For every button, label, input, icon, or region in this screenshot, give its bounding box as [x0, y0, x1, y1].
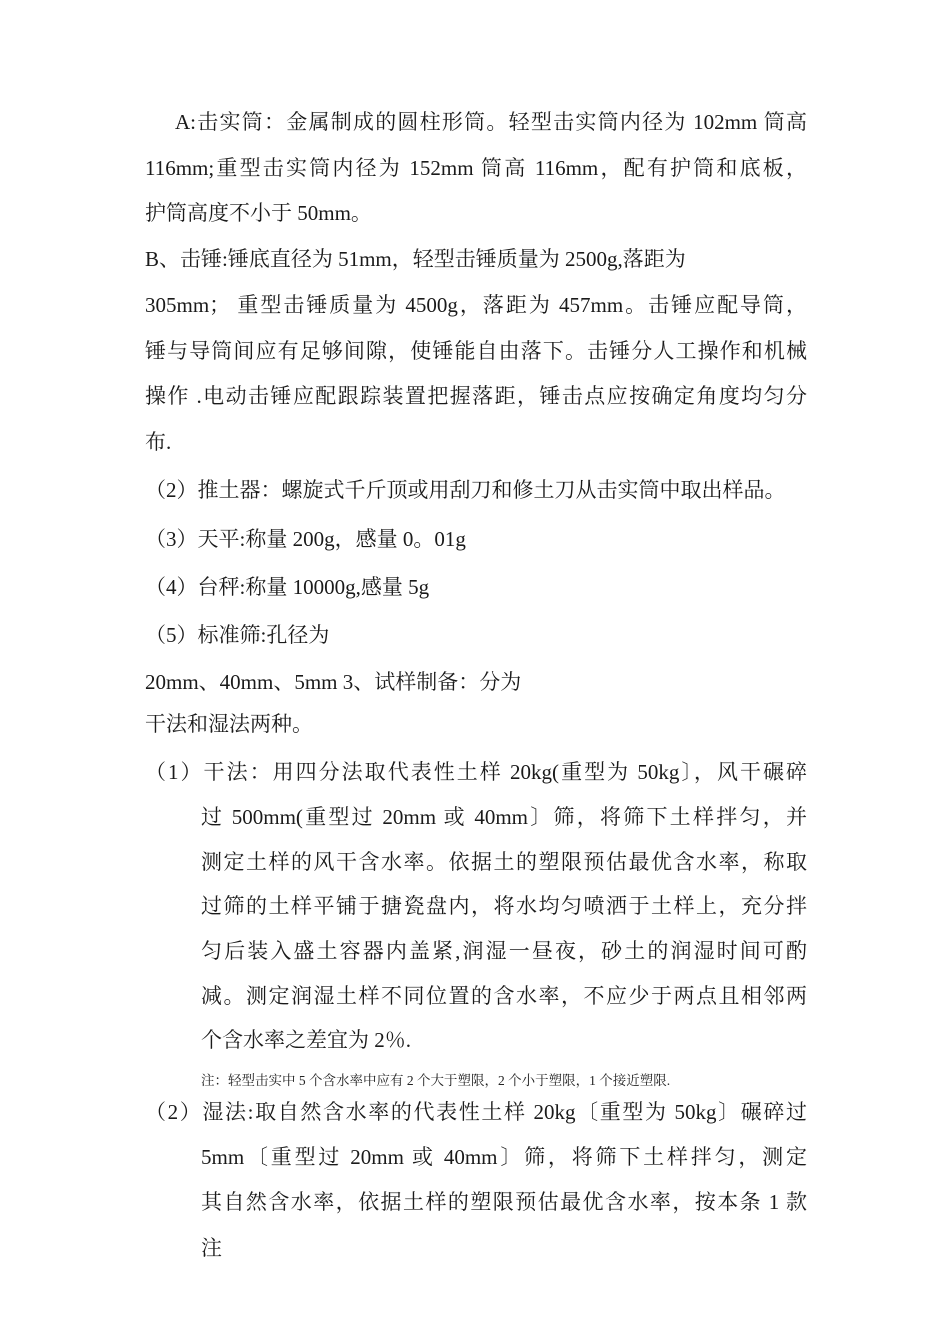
text-line: 减。测定润湿土样不同位置的含水率，不应少于两点且相邻两 [201, 984, 807, 1008]
text-line: B、击锤:锤底直径为 51mm，轻型击锤质量为 2500g,落距为 [145, 247, 686, 271]
list-item-platform-scale: （4）台秤:称量 10000g,感量 5g [145, 575, 430, 599]
text-line: 注 [201, 1236, 222, 1260]
text-line: 116mm;重型击实筒内径为 152mm 筒高 116mm，配有护筒和底板， [145, 156, 807, 180]
text-line: 过 500mm(重型过 20mm 或 40mm〕筛，将筛下土样拌匀，并 [201, 805, 807, 829]
note-line: 注：轻型击实中 5 个含水率中应有 2 个大于塑限，2 个小于塑限，1 个接近塑限. [201, 1073, 671, 1088]
list-item-wet-method: （2）湿法:取自然含水率的代表性土样 20kg〔重型为 50kg〕碾碎过 [145, 1100, 807, 1124]
text-line: 干法和湿法两种。 [145, 712, 313, 736]
text-line: 其自然含水率，依据土样的塑限预估最优含水率，按本条 1 款 [201, 1190, 807, 1214]
text-line: 过筛的土样平铺于搪瓷盘内，将水均匀喷洒于土样上，充分拌 [201, 894, 807, 918]
text-line: 匀后装入盛土容器内盖紧,润湿一昼夜，砂土的润湿时间可酌 [201, 939, 807, 963]
text-line: 305mm； 重型击锤质量为 4500g，落距为 457mm。击锤应配导筒， [145, 293, 807, 317]
text-line: 操作 .电动击锤应配跟踪装置把握落距，锤击点应按确定角度均匀分 [145, 384, 807, 408]
text-line: 测定土样的风干含水率。依据土的塑限预估最优含水率，称取 [201, 850, 807, 874]
text-line: 布. [145, 430, 172, 454]
list-item-balance: （3）天平:称量 200g，感量 0。01g [145, 527, 466, 551]
text-line: 护筒高度不小于 50mm。 [145, 201, 372, 225]
text-line: 个含水率之差宜为 2％. [201, 1028, 411, 1052]
list-item-pusher: （2）推土器：螺旋式千斤顶或用刮刀和修土刀从击实筒中取出样品。 [145, 478, 786, 502]
text-line: A:击实筒：金属制成的圆柱形筒。轻型击实筒内径为 102mm 筒高 [175, 110, 807, 134]
text-line: 5mm〔重型过 20mm 或 40mm〕筛，将筛下土样拌匀，测定 [201, 1145, 807, 1169]
text-line: 20mm、40mm、5mm 3、试样制备：分为 [145, 670, 522, 694]
list-item-standard-sieve: （5）标准筛:孔径为 [145, 623, 330, 647]
text-line: 锤与导筒间应有足够间隙，使锤能自由落下。击锤分人工操作和机械 [145, 339, 807, 363]
list-item-dry-method: （1）干法：用四分法取代表性土样 20kg(重型为 50kg〕，风干碾碎 [145, 760, 807, 784]
